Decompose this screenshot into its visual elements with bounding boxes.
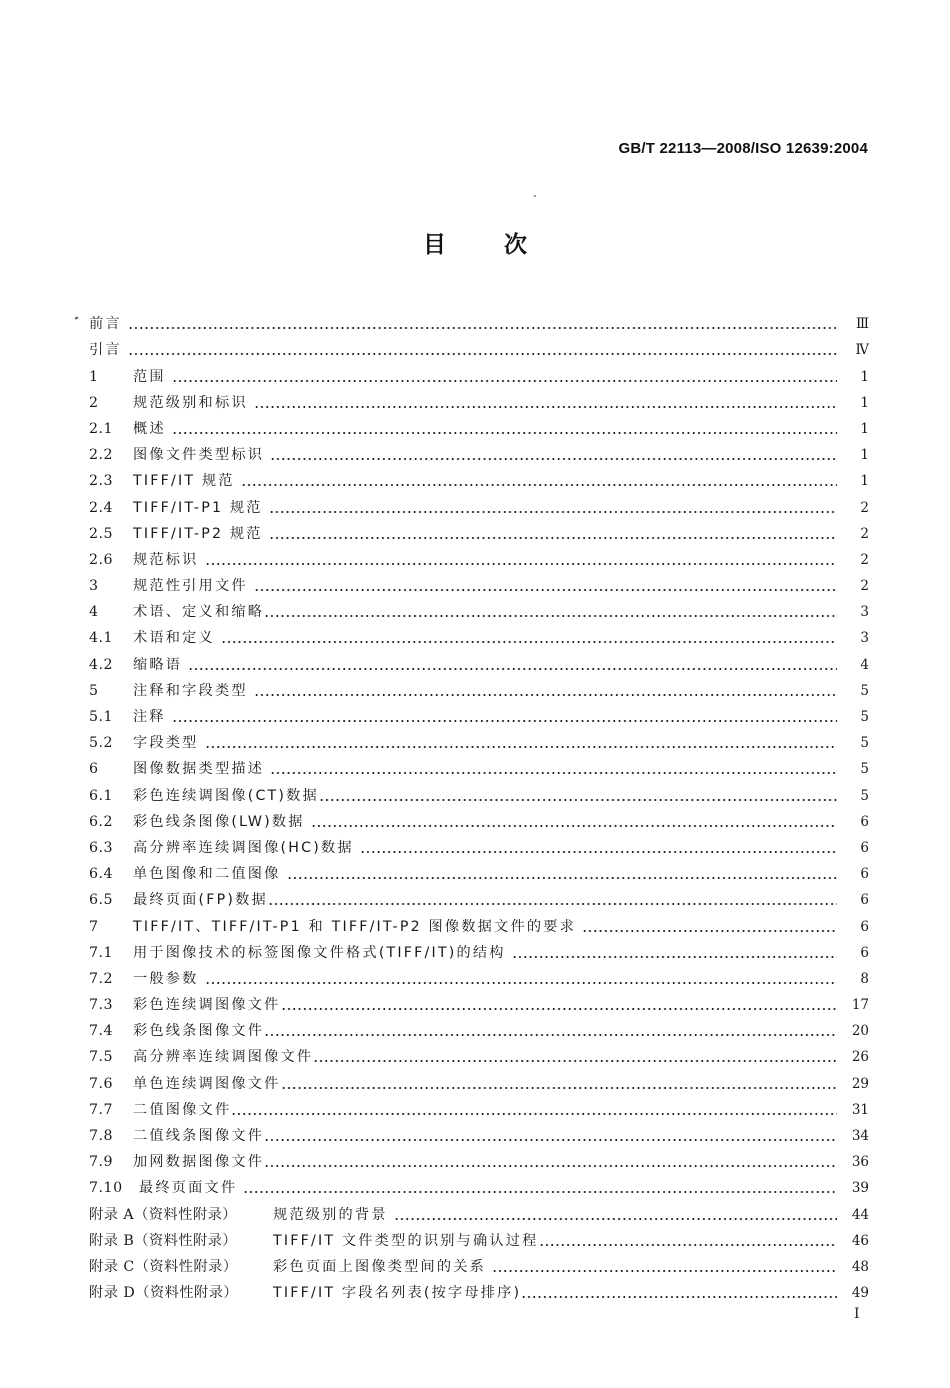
dot-leader: [270, 458, 837, 460]
toc-entry-number: 6.3: [89, 839, 114, 856]
toc-entry-title: 彩色页面上图像类型间的关系: [273, 1258, 487, 1275]
toc-entry-page: 1: [860, 420, 869, 437]
toc-entry-title: 注释和字段类型: [133, 682, 248, 699]
toc-entry[interactable]: [89, 1120, 869, 1146]
dot-leader: [254, 694, 837, 696]
toc-entry[interactable]: [89, 491, 869, 517]
toc-entry-title: TIFF/IT-P1 规范: [133, 499, 263, 516]
toc-entry-page: Ⅳ: [855, 342, 869, 359]
page-title: [0, 226, 950, 259]
toc-entry-number: 7.4: [89, 1023, 114, 1040]
toc-entry-title: 引言: [89, 342, 122, 359]
page-title-char-1: 目: [423, 232, 446, 258]
dot-leader: [172, 380, 837, 382]
toc-entry[interactable]: [89, 596, 869, 622]
standard-code: GB/T 22113—2008/ISO 12639:2004: [618, 140, 868, 157]
toc-entry-number: 附录 D（资料性附录）: [89, 1285, 239, 1302]
dot-leader: [172, 432, 837, 434]
dot-leader: [241, 484, 837, 486]
toc-entry-number: 7.5: [89, 1049, 114, 1066]
toc-entry-title: 字段类型: [133, 735, 199, 752]
toc-entry-page: 20: [851, 1023, 869, 1040]
toc-entry-number: 7.6: [89, 1075, 114, 1092]
toc-entry[interactable]: [89, 1067, 869, 1093]
toc-entry-number: 2.3: [89, 473, 114, 490]
dot-leader: [231, 1113, 837, 1115]
dot-leader: [582, 930, 837, 932]
dot-leader: [492, 1270, 837, 1272]
dot-leader: [521, 1296, 837, 1298]
toc-entry[interactable]: [89, 387, 869, 413]
toc-entry[interactable]: [89, 832, 869, 858]
dot-leader: [254, 589, 837, 591]
toc-entry-number: 附录 C（资料性附录）: [89, 1258, 238, 1275]
toc-entry-number: 6.5: [89, 892, 114, 909]
toc-entry[interactable]: [89, 884, 869, 910]
toc-entry[interactable]: [89, 308, 869, 334]
toc-entry-number: 7.10: [89, 1180, 123, 1197]
toc-entry[interactable]: [89, 1251, 869, 1277]
toc-entry[interactable]: [89, 910, 869, 936]
toc-entry-page: 44: [851, 1206, 869, 1223]
toc-entry-page: Ⅲ: [855, 316, 869, 333]
toc-entry-page: 5: [860, 709, 869, 725]
toc-entry[interactable]: [89, 1172, 869, 1198]
toc-entry-number: 5.1: [89, 709, 114, 725]
dot-leader: [264, 615, 837, 617]
toc-entry-page: 39: [851, 1180, 869, 1197]
toc-entry-number: 5.2: [89, 735, 114, 752]
toc-entry-title: TIFF/IT 规范: [133, 473, 235, 490]
toc-entry-title: 图像数据类型描述: [133, 761, 265, 778]
toc-entry[interactable]: [89, 858, 869, 884]
dot-leader: [270, 772, 837, 774]
toc-entry[interactable]: [89, 806, 869, 832]
toc-entry[interactable]: [89, 439, 869, 465]
toc-entry[interactable]: [89, 622, 869, 648]
toc-entry-page: 2: [860, 499, 869, 516]
dot-leader: [394, 1218, 837, 1220]
toc-entry-page: 5: [860, 682, 869, 699]
toc-entry-title: TIFF/IT 字段名列表(按字母排序): [273, 1285, 522, 1302]
toc-entry[interactable]: [89, 1015, 869, 1041]
toc-entry[interactable]: [89, 1094, 869, 1120]
toc-entry-title: 二值图像文件: [133, 1101, 232, 1118]
toc-entry-title: 规范级别和标识: [133, 394, 248, 411]
toc-entry-page: 5: [860, 735, 869, 752]
toc-entry-title: 彩色线条图像(LW)数据: [133, 813, 305, 830]
toc-entry-title: 术语和定义: [133, 630, 215, 647]
toc-entry-title: 规范标识: [133, 551, 199, 568]
toc-entry-page: 1: [860, 368, 869, 385]
toc-entry-page: 31: [851, 1101, 869, 1118]
toc-entry-page: 26: [851, 1049, 869, 1066]
toc-entry-number: 6.1: [89, 787, 114, 804]
toc-entry-title: 用于图像技术的标签图像文件格式(TIFF/IT)的结构: [133, 944, 506, 961]
toc-entry-page: 29: [851, 1075, 869, 1092]
toc-entry-number: 2.4: [89, 499, 114, 516]
toc-entry-page: 17: [851, 997, 869, 1014]
scan-artifact: [534, 195, 536, 197]
toc-entry-number: 6.4: [89, 866, 114, 883]
toc-entry-number: 2.1: [89, 420, 114, 437]
dot-leader: [254, 406, 837, 408]
toc-entry-title: 前言: [89, 316, 122, 333]
toc-entry-title: 高分辨率连续调图像(HC)数据: [133, 839, 354, 856]
toc-entry[interactable]: [89, 1198, 869, 1224]
toc-entry-page: 8: [860, 970, 869, 987]
toc-entry-number: 4.1: [89, 630, 114, 647]
toc-entry-page: 4: [860, 656, 869, 673]
dot-leader: [264, 1034, 837, 1036]
toc-entry-page: 34: [851, 1128, 869, 1144]
dot-leader: [205, 563, 837, 565]
toc-entry[interactable]: [89, 727, 869, 753]
toc-entry-title: 缩略语: [133, 656, 183, 673]
toc-entry-title: 概述: [133, 420, 166, 437]
toc-entry-title: 注释: [133, 709, 166, 725]
toc-entry-title: 加网数据图像文件: [133, 1154, 265, 1171]
toc-entry[interactable]: [89, 675, 869, 701]
toc-entry-title: 单色连续调图像文件: [133, 1075, 281, 1092]
dot-leader: [221, 641, 837, 643]
toc-entry-title: 规范级别的背景: [273, 1206, 388, 1223]
toc-entry-page: 46: [851, 1232, 869, 1249]
toc-entry-page: 5: [860, 761, 869, 778]
dot-leader: [287, 877, 838, 879]
toc-entry-page: 1: [860, 473, 869, 490]
toc-entry-page: 6: [860, 839, 869, 856]
toc-entry-page: 48: [851, 1258, 869, 1275]
toc-entry-number: 6: [89, 761, 99, 778]
toc-entry-number: 2.6: [89, 551, 114, 568]
toc-entry[interactable]: [89, 1041, 869, 1067]
toc-entry[interactable]: [89, 518, 869, 544]
toc-entry[interactable]: [89, 1146, 869, 1172]
dot-leader: [268, 903, 837, 905]
toc-entry-number: 2.5: [89, 525, 114, 542]
dot-leader: [539, 1244, 837, 1246]
toc-entry-title: 彩色连续调图像(CT)数据: [133, 787, 319, 804]
toc-entry-page: 2: [860, 525, 869, 542]
toc-entry-number: 7: [89, 918, 99, 935]
toc-entry-number: 7.8: [89, 1128, 114, 1144]
dot-leader: [512, 956, 837, 958]
toc-entry[interactable]: [89, 1277, 869, 1303]
toc-entry-page: 2: [860, 578, 869, 595]
dot-leader: [269, 511, 837, 513]
toc-entry-number: 附录 A（资料性附录）: [89, 1206, 237, 1223]
dot-leader: [281, 1087, 838, 1089]
toc-entry-page: 6: [860, 892, 869, 909]
toc-entry-page: 6: [860, 918, 869, 935]
toc-entry-page: 49: [851, 1285, 869, 1302]
toc-entry[interactable]: [89, 779, 869, 805]
toc-entry[interactable]: [89, 937, 869, 963]
toc-entry-number: 5: [89, 682, 99, 699]
toc-entry-number: 6.2: [89, 813, 114, 830]
dot-leader: [188, 668, 837, 670]
toc-entry[interactable]: [89, 753, 869, 779]
toc-entry-title: 单色图像和二值图像: [133, 866, 281, 883]
table-of-contents: [89, 308, 869, 1303]
toc-entry[interactable]: [89, 570, 869, 596]
toc-entry-title: 二值线条图像文件: [133, 1128, 265, 1144]
toc-entry-page: 3: [860, 604, 869, 621]
dot-leader: [205, 746, 837, 748]
dot-leader: [243, 1191, 837, 1193]
toc-entry[interactable]: [89, 413, 869, 439]
toc-entry-page: 6: [860, 813, 869, 830]
toc-entry[interactable]: [89, 544, 869, 570]
toc-entry-title: 最终页面文件: [139, 1180, 238, 1197]
toc-entry-page: 2: [860, 551, 869, 568]
toc-entry[interactable]: [89, 465, 869, 491]
toc-entry-title: 最终页面(FP)数据: [133, 892, 268, 909]
toc-entry-title: TIFF/IT-P2 规范: [133, 525, 263, 542]
toc-entry-page: 1: [860, 394, 869, 411]
toc-entry-number: 1: [89, 368, 99, 385]
toc-entry-number: 7.1: [89, 944, 114, 961]
dot-leader: [269, 537, 837, 539]
toc-entry-number: 2: [89, 394, 99, 411]
dot-leader: [360, 851, 837, 853]
toc-entry-number: 3: [89, 578, 99, 595]
toc-entry[interactable]: [89, 989, 869, 1015]
toc-entry[interactable]: [89, 1225, 869, 1251]
toc-entry[interactable]: [89, 963, 869, 989]
toc-entry-title: 规范性引用文件: [133, 578, 248, 595]
toc-entry-title: 一般参数: [133, 970, 199, 987]
toc-entry-number: 7.2: [89, 970, 114, 987]
toc-entry-title: 彩色线条图像文件: [133, 1023, 265, 1040]
dot-leader: [205, 982, 837, 984]
toc-entry-title: TIFF/IT 文件类型的识别与确认过程: [273, 1232, 539, 1249]
toc-entry-title: 彩色连续调图像文件: [133, 997, 281, 1014]
toc-entry-title: 术语、定义和缩略: [133, 604, 265, 621]
toc-entry-title: 范围: [133, 368, 166, 385]
dot-leader: [172, 720, 837, 722]
toc-entry-number: 2.2: [89, 447, 114, 464]
page-number: I: [854, 1306, 860, 1322]
dot-leader: [313, 1060, 837, 1062]
toc-entry-page: 5: [860, 787, 869, 804]
dot-leader: [264, 1139, 837, 1141]
dot-leader: [319, 799, 837, 801]
toc-entry-page: 3: [860, 630, 869, 647]
toc-entry-number: 附录 B（资料性附录）: [89, 1232, 238, 1249]
toc-entry-number: 4.2: [89, 656, 114, 673]
toc-entry-title: TIFF/IT、TIFF/IT-P1 和 TIFF/IT-P2 图像数据文件的要求: [133, 918, 576, 935]
toc-entry-number: 7.3: [89, 997, 114, 1014]
toc-entry-page: 1: [860, 447, 869, 464]
toc-entry[interactable]: [89, 648, 869, 674]
toc-entry-page: 6: [860, 944, 869, 961]
dot-leader: [128, 327, 837, 329]
page-title-char-2: 次: [504, 232, 527, 258]
toc-entry-number: 4: [89, 604, 99, 621]
toc-entry-number: 7.7: [89, 1101, 114, 1118]
toc-entry-number: 7.9: [89, 1154, 114, 1171]
scan-artifact: [75, 316, 79, 319]
dot-leader: [281, 1008, 838, 1010]
toc-entry[interactable]: [89, 334, 869, 360]
toc-entry-page: 6: [860, 866, 869, 883]
toc-entry-page: 36: [851, 1154, 869, 1171]
toc-entry-title: 图像文件类型标识: [133, 447, 265, 464]
dot-leader: [128, 353, 837, 355]
dot-leader: [264, 1165, 837, 1167]
dot-leader: [311, 825, 837, 827]
toc-entry-title: 高分辨率连续调图像文件: [133, 1049, 314, 1066]
toc-entry[interactable]: [89, 701, 869, 727]
toc-entry[interactable]: [89, 360, 869, 386]
